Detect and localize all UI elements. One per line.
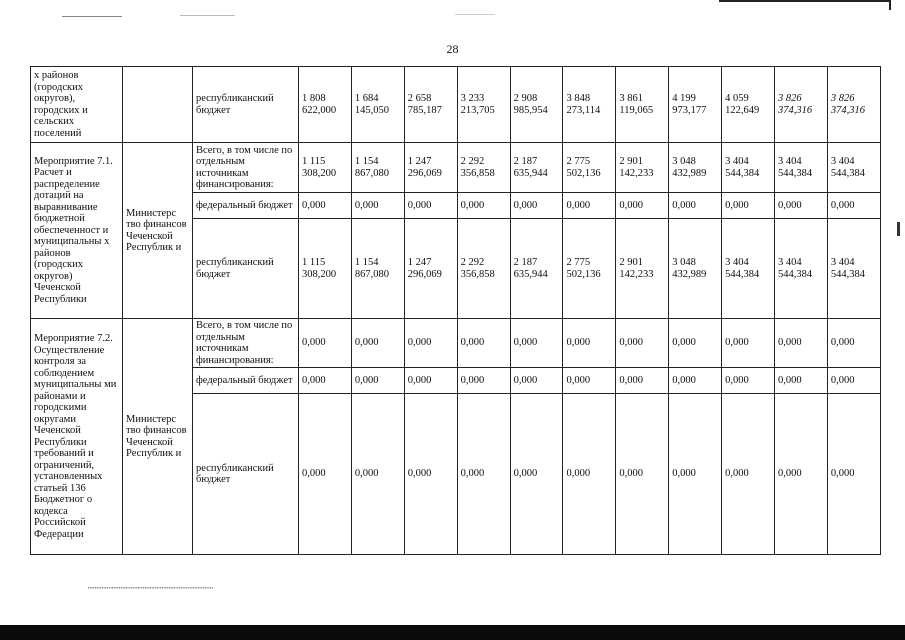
value-cell: 0,000 (457, 394, 510, 555)
value-cell: 1 684 145,050 (351, 67, 404, 143)
value-cell: 3 048 432,989 (669, 143, 722, 193)
executor-cell (123, 67, 193, 143)
value-cell: 0,000 (404, 368, 457, 394)
value-cell: 3 404 544,384 (775, 143, 828, 193)
value-cell: 3 826 374,316 (827, 67, 880, 143)
value-cell: 0,000 (775, 319, 828, 368)
value-cell: 2 187 635,944 (510, 143, 563, 193)
value-cell: 0,000 (457, 193, 510, 219)
funding-source-cell: Всего, в том числе по отдельным источникам финансирования: (193, 319, 299, 368)
value-cell: 0,000 (722, 319, 775, 368)
value-cell: 0,000 (616, 319, 669, 368)
value-cell: 2 901 142,233 (616, 143, 669, 193)
value-cell: 0,000 (404, 394, 457, 555)
value-cell: 0,000 (616, 368, 669, 394)
funding-source-cell: республиканский бюджет (193, 67, 299, 143)
value-cell: 3 404 544,384 (827, 143, 880, 193)
value-cell: 1 115 308,200 (299, 219, 352, 319)
funding-source-cell: Всего, в том числе по отдельным источникам финансирования: (193, 143, 299, 193)
value-cell: 0,000 (510, 319, 563, 368)
value-cell: 0,000 (827, 193, 880, 219)
funding-source-cell: федеральный бюджет (193, 368, 299, 394)
value-cell: 4 199 973,177 (669, 67, 722, 143)
scan-smudge (180, 15, 235, 16)
value-cell: 0,000 (563, 193, 616, 219)
value-cell: 0,000 (457, 319, 510, 368)
value-cell: 0,000 (404, 193, 457, 219)
value-cell: 0,000 (351, 368, 404, 394)
scan-artifacts (0, 0, 905, 22)
value-cell: 0,000 (457, 368, 510, 394)
value-cell: 0,000 (299, 319, 352, 368)
value-cell: 0,000 (722, 193, 775, 219)
executor-cell: Министерс тво финансов Чеченской Республик и (123, 143, 193, 319)
value-cell: 3 404 544,384 (722, 219, 775, 319)
scan-smudge (455, 14, 495, 15)
value-cell: 1 808 622,000 (299, 67, 352, 143)
value-cell: 2 187 635,944 (510, 219, 563, 319)
value-cell: 1 154 867,080 (351, 143, 404, 193)
value-cell: 0,000 (351, 394, 404, 555)
value-cell: 2 292 356,858 (457, 143, 510, 193)
value-cell: 3 861 119,065 (616, 67, 669, 143)
scan-smudge (62, 16, 122, 17)
value-cell: 1 247 296,069 (404, 219, 457, 319)
funding-source-cell: республиканский бюджет (193, 219, 299, 319)
executor-cell: Министерс тво финансов Чеченской Республик и (123, 319, 193, 555)
measure-name-cell: Мероприятие 7.2. Осуществление контроля за соблюдением муниципальны ми районами и городскими округами Чеченской Республики требований и ограничений, установленных статьей 136 Бюджетног о кодекса Российской Федерации (31, 319, 123, 555)
value-cell: 0,000 (775, 394, 828, 555)
value-cell: 2 658 785,187 (404, 67, 457, 143)
value-cell: 0,000 (563, 394, 616, 555)
value-cell: 2 292 356,858 (457, 219, 510, 319)
table-row (31, 67, 881, 143)
value-cell: 4 059 122,649 (722, 67, 775, 143)
footer-scan-noise: ▪▪▪▪▪▪▪▪▪▪▪▪▪▪▪▪▪▪▪▪▪▪▪▪▪▪▪▪▪▪▪▪▪▪▪▪▪▪▪▪▪▪▪▪▪▪▪▪▪▪▪▪▪▪▪▪▪▪▪▪▪▪▪▪▪▪▪▪▪▪▪▪▪ (88, 585, 214, 590)
value-cell: 0,000 (827, 319, 880, 368)
value-cell: 0,000 (510, 394, 563, 555)
value-cell: 0,000 (669, 394, 722, 555)
funding-source-cell: республиканский бюджет (193, 394, 299, 555)
value-cell: 3 233 213,705 (457, 67, 510, 143)
value-cell: 0,000 (669, 368, 722, 394)
value-cell: 2 775 502,136 (563, 219, 616, 319)
value-cell: 2 908 985,954 (510, 67, 563, 143)
scan-corner-mark (719, 0, 891, 10)
value-cell: 2 901 142,233 (616, 219, 669, 319)
table-row (31, 319, 881, 368)
value-cell: 0,000 (722, 368, 775, 394)
value-cell: 1 115 308,200 (299, 143, 352, 193)
value-cell: 3 826 374,316 (775, 67, 828, 143)
value-cell: 1 247 296,069 (404, 143, 457, 193)
value-cell: 0,000 (722, 394, 775, 555)
value-cell: 0,000 (775, 368, 828, 394)
value-cell: 0,000 (827, 368, 880, 394)
budget-table (30, 66, 881, 555)
value-cell: 0,000 (351, 319, 404, 368)
value-cell: 1 154 867,080 (351, 219, 404, 319)
scan-margin-mark (897, 222, 900, 236)
value-cell: 0,000 (827, 394, 880, 555)
value-cell: 3 048 432,989 (669, 219, 722, 319)
value-cell: 0,000 (510, 368, 563, 394)
value-cell: 0,000 (351, 193, 404, 219)
measure-name-cell: Мероприятие 7.1. Расчет и распределение дотаций на выравнивание бюджетной обеспеченност и муниципальны х районов (городских округов) Чеченской Республики (31, 143, 123, 319)
value-cell: 0,000 (563, 319, 616, 368)
measure-name-cell: х районов (городских округов), городских и сельских поселений (31, 67, 123, 143)
value-cell: 0,000 (510, 193, 563, 219)
table-row (31, 143, 881, 193)
value-cell: 0,000 (616, 193, 669, 219)
value-cell: 3 404 544,384 (722, 143, 775, 193)
page-number: 28 (446, 42, 459, 56)
value-cell: 3 848 273,114 (563, 67, 616, 143)
value-cell: 2 775 502,136 (563, 143, 616, 193)
value-cell: 0,000 (299, 368, 352, 394)
scan-bottom-edge (0, 625, 905, 640)
value-cell: 0,000 (669, 319, 722, 368)
value-cell: 0,000 (299, 394, 352, 555)
value-cell: 0,000 (669, 193, 722, 219)
value-cell: 0,000 (775, 193, 828, 219)
value-cell: 0,000 (616, 394, 669, 555)
value-cell: 0,000 (404, 319, 457, 368)
funding-source-cell: федеральный бюджет (193, 193, 299, 219)
value-cell: 0,000 (563, 368, 616, 394)
value-cell: 0,000 (299, 193, 352, 219)
value-cell: 3 404 544,384 (827, 219, 880, 319)
value-cell: 3 404 544,384 (775, 219, 828, 319)
